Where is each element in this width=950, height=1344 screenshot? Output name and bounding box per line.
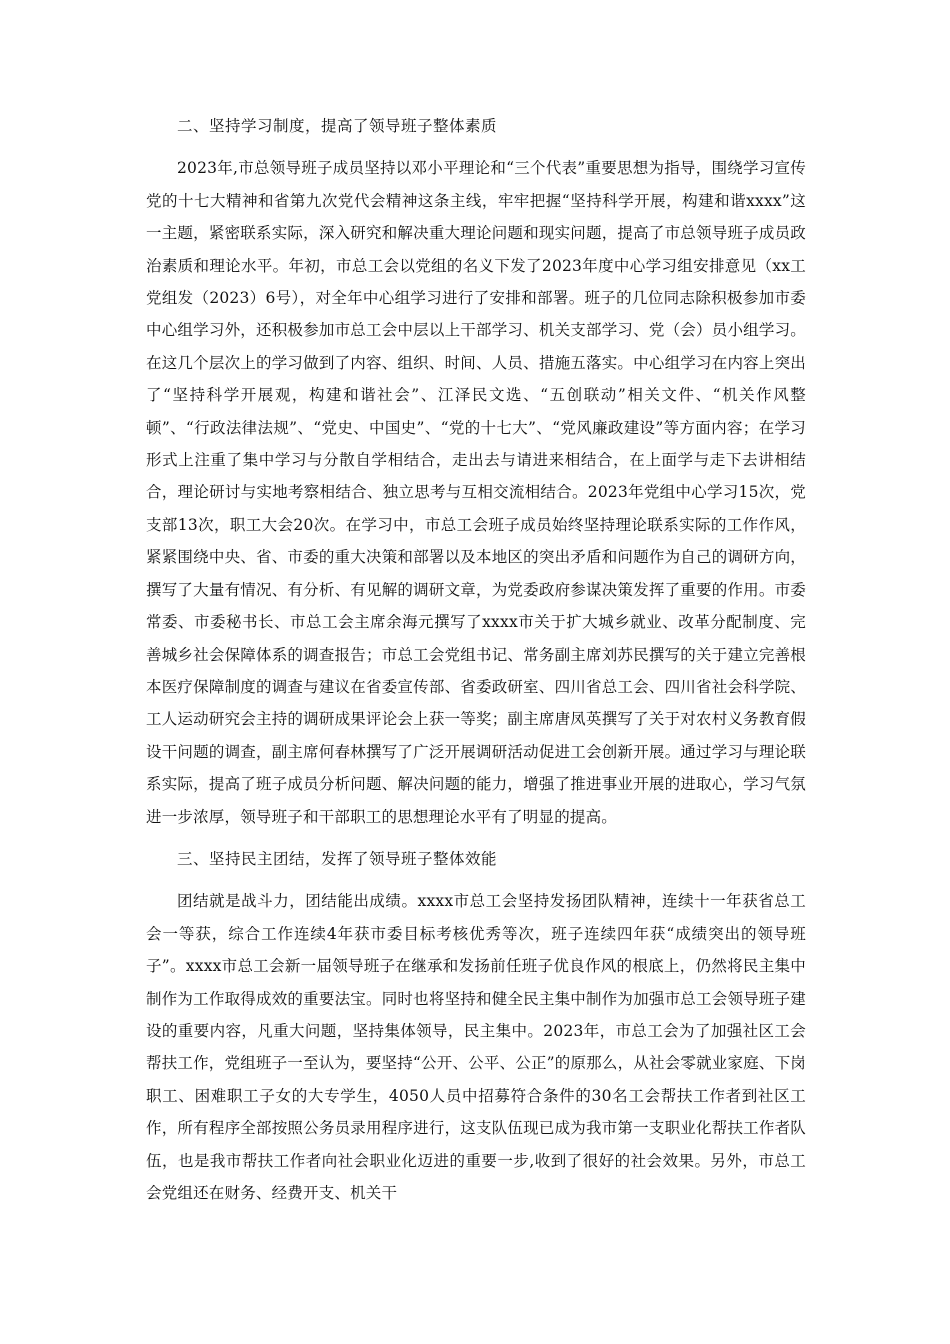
document-body	[146, 110, 806, 1219]
section-three-heading: 三、坚持民主团结，发挥了领导班子整体效能	[177, 849, 498, 868]
section-two-paragraph: 2023年,市总领导班子成员坚持以邓小平理论和“三个代表”重要思想为指导，围绕学习宣传党的十七大精神和省第九次党代会精神这条主线，牢牢把握“坚持科学开展，构建和谐xxxx”这一主题，紧密联系实际，深入研究和解决重大理论问题和现实问题，提高了市总领导班子成员政治素质和理论水平。年初，市总工会以党组的名义下发了2023年度中心学习组安排意见（xx工党组发（2023）6号），对全年中心组学习进行了安排和部署。班子的几位同志除积极参加市委中心组学习外，还积极参加市总工会中层以上干部学习、机关支部学习、党（会）员小组学习。在这几个层次上的学习做到了内容、组织、时间、人员、措施五落实。中心组学习在内容上突出了“坚持科学开展观，构建和谐社会”、江泽民文选、“五创联动”相关文件、“机关作风整顿”、“行政法律法规”、“党史、中国史”、“党的十七大”、“党风廉政建设”等方面内容；在学习形式上注重了集中学习与分散自学相结合，走出去与请进来相结合，在上面学与走下去讲相结合，理论研讨与实地考察相结合、独立思考与互相交流相结合。2023年党组中心学习15次，党支部13次，职工大会20次。在学习中，市总工会班子成员始终坚持理论联系实际的工作作风，紧紧围绕中央、省、市委的重大决策和部署以及本地区的突出矛盾和问题作为自己的调研方向，撰写了大量有情况、有分析、有见解的调研文章，为党委政府参谋决策发挥了重要的作用。市委常委、市委秘书长、市总工会主席余海元撰写了xxxx市关于扩大城乡就业、改革分配制度、完善城乡社会保障体系的调查报告；市总工会党组书记、常务副主席刘苏民撰写的关于建立完善根本医疗保障制度的调查与建议在省委宣传部、省委政研室、四川省总工会、四川省社会科学院、工人运动研究会主持的调研成果评论会上获一等奖；副主席唐凤英撰写了关于对农村义务教育假设干问题的调查，副主席何春林撰写了广泛开展调研活动促进工会创新开展。通过学习与理论联系实际，提高了班子成员分析问题、解决问题的能力，增强了推进事业开展的进取心，学习气氛进一步浓厚，领导班子和干部职工的思想理论水平有了明显的提高。	[146, 159, 806, 826]
section-two-heading: 二、坚持学习制度，提高了领导班子整体素质	[177, 117, 498, 135]
section-three-paragraph: 团结就是战斗力，团结能出成绩。xxxx市总工会坚持发扬团队精神，连续十一年获省总工会一等获，综合工作连续4年获市委目标考核优秀等次，班子连续四年获“成绩突出的领导班子”。xxxx市总工会新一届领导班子在继承和发扬前任班子优良作风的根底上，仍然将民主集中制作为工作取得成效的重要法宝。同时也将坚持和健全民主集中制作为加强市总工会领导班子建设的重要内容，凡重大问题，坚持集体领导，民主集中。2023年，市总工会为了加强社区工会帮扶工作，党组班子一至认为，要坚持“公开、公平、公正”的原那么，从社会零就业家庭、下岗职工、困难职工子女的大专学生，4050人员中招募符合条件的30名工会帮扶工作者到社区工作，所有程序全部按照公务员录用程序进行，这支队伍现已成为我市第一支职业化帮扶工作者队伍，也是我市帮扶工作者向社会职业化迈进的重要一步,收到了很好的社会效果。另外，市总工会党组还在财务、经费开支、机关干	[146, 892, 806, 1202]
